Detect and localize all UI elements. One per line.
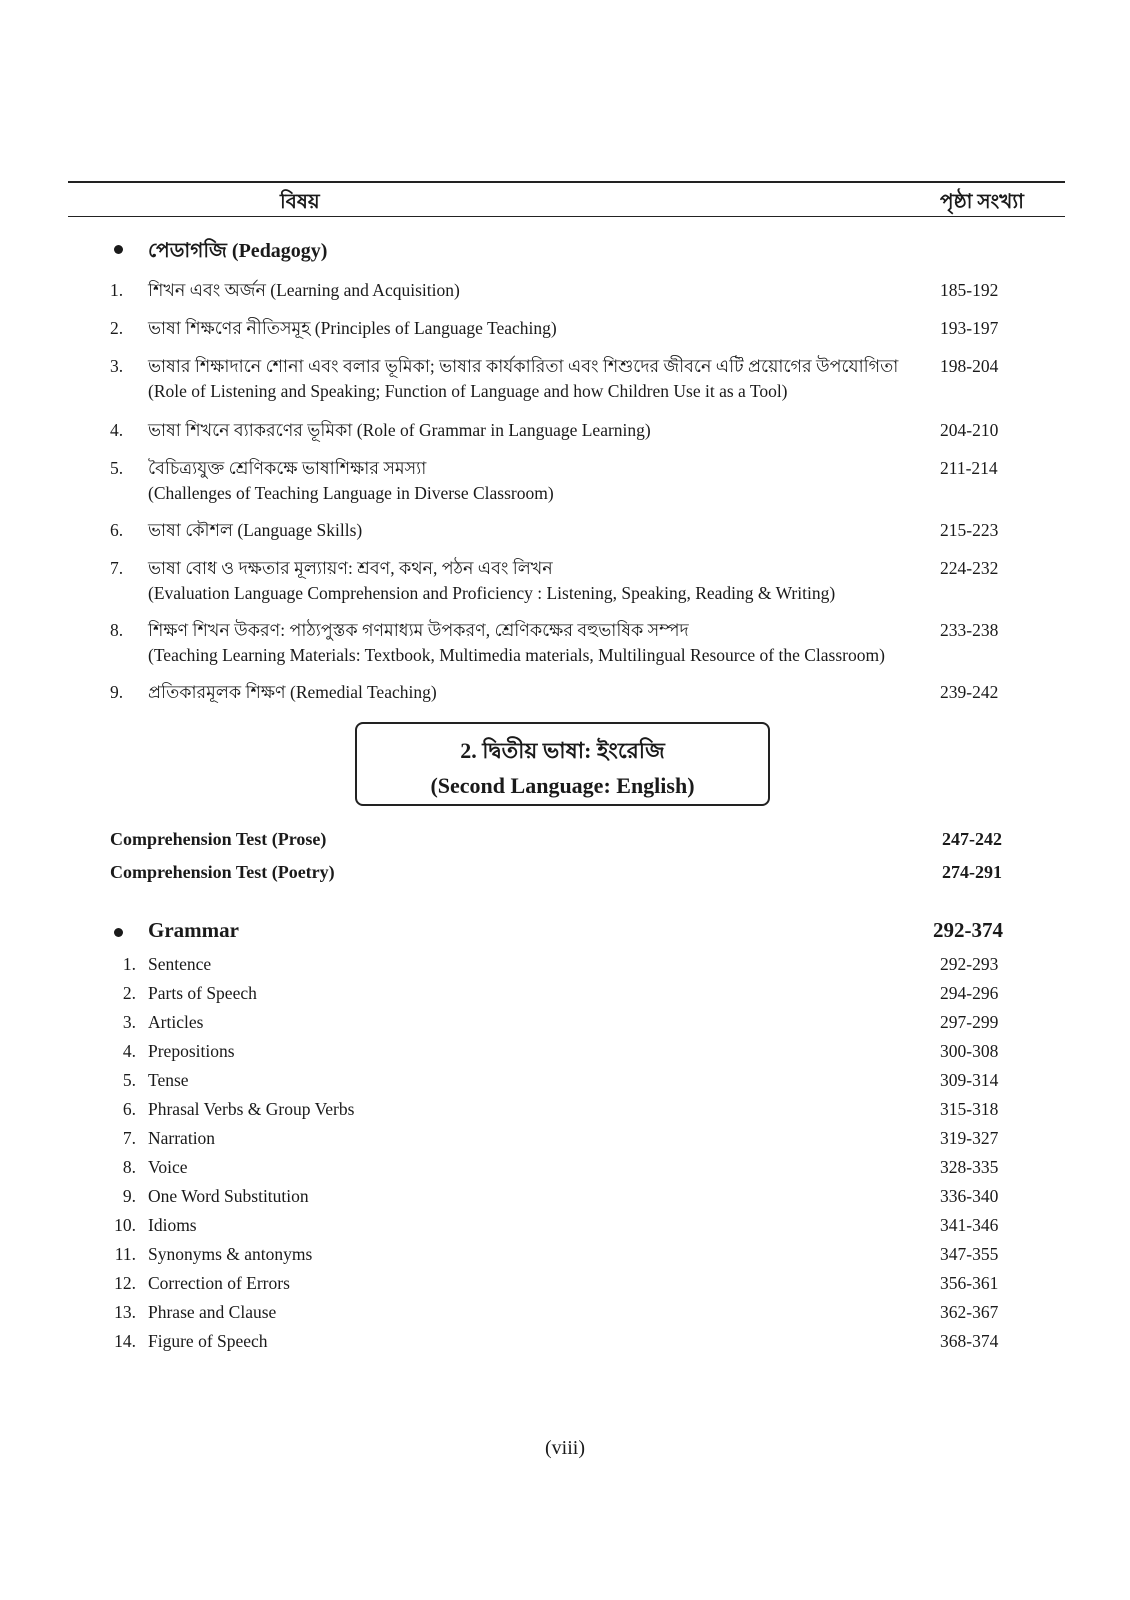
section-title-box bbox=[355, 722, 770, 806]
bullet-icon bbox=[114, 245, 123, 254]
toc-row-pages: 185-192 bbox=[940, 280, 999, 300]
grammar-row-pages: 309-314 bbox=[940, 1070, 999, 1090]
page-number: (viii) bbox=[545, 1437, 585, 1459]
grammar-heading: Grammar bbox=[148, 918, 239, 942]
grammar-row-pages: 297-299 bbox=[940, 1012, 999, 1032]
toc-row-title: প্রতিকারমূলক শিক্ষণ (Remedial Teaching) bbox=[148, 682, 437, 702]
grammar-row-title: Voice bbox=[148, 1157, 188, 1177]
grammar-row-title: Prepositions bbox=[148, 1041, 235, 1061]
toc-row-pages: 233-238 bbox=[940, 620, 999, 640]
grammar-row-number: 9. bbox=[122, 1186, 136, 1206]
toc-row-title-line2: (Evaluation Language Comprehension and Proficiency : Listening, Speaking, Reading & Writing) bbox=[148, 583, 836, 603]
toc-row-number: 9. bbox=[110, 682, 124, 702]
toc-row-title-line2: (Teaching Learning Materials: Textbook, Multimedia materials, Multilingual Resource of the Classroom) bbox=[148, 645, 885, 665]
grammar-page-range: 292-374 bbox=[933, 918, 1003, 942]
toc-row-pages: 211-214 bbox=[940, 458, 998, 478]
grammar-row-number: 14. bbox=[114, 1331, 136, 1351]
toc-row-title-line1: বৈচিত্র্যযুক্ত শ্রেণিকক্ষে ভাষাশিক্ষার সমস্যা bbox=[148, 458, 427, 478]
toc-row-pages: 215-223 bbox=[940, 520, 999, 540]
toc-row-number: 6. bbox=[110, 520, 124, 540]
grammar-row-pages: 356-361 bbox=[940, 1273, 999, 1293]
section-title-english: (Second Language: English) bbox=[430, 773, 695, 798]
toc-row-title bbox=[148, 556, 988, 606]
grammar-row-title: Narration bbox=[148, 1128, 216, 1148]
grammar-row-title: Sentence bbox=[148, 954, 212, 974]
grammar-row-number: 7. bbox=[122, 1128, 136, 1148]
toc-row-number: 8. bbox=[110, 620, 124, 640]
grammar-row-pages: 362-367 bbox=[940, 1302, 999, 1322]
toc-row-title-line2: (Challenges of Teaching Language in Diverse Classroom) bbox=[148, 483, 554, 503]
toc-row-title: ভাষা কৌশল (Language Skills) bbox=[148, 520, 363, 540]
grammar-row-title: Synonyms & antonyms bbox=[148, 1244, 313, 1264]
grammar-row-number: 6. bbox=[122, 1099, 136, 1119]
grammar-row-pages: 347-355 bbox=[940, 1244, 999, 1264]
toc-row-number: 7. bbox=[110, 558, 124, 578]
grammar-row-title: Parts of Speech bbox=[148, 983, 257, 1003]
grammar-row-pages: 315-318 bbox=[940, 1099, 999, 1119]
header-page-label: পৃষ্ঠা সংখ্যা bbox=[940, 191, 1024, 213]
toc-row-title-line1: শিক্ষণ শিখন উকরণ: পাঠ্যপুস্তক গণমাধ্যম উপকরণ, শ্রেণিকক্ষের বহুভাষিক সম্পদ bbox=[148, 620, 689, 640]
toc-row-number: 5. bbox=[110, 458, 124, 478]
toc-row-title: ভাষা শিক্ষণের নীতিসমূহ (Principles of Language Teaching) bbox=[148, 318, 557, 338]
toc-row-number: 1. bbox=[110, 280, 124, 300]
toc-row-title bbox=[148, 456, 988, 506]
grammar-row-number: 8. bbox=[122, 1157, 136, 1177]
toc-row-pages: 198-204 bbox=[940, 356, 999, 376]
grammar-row-title: Tense bbox=[148, 1070, 189, 1090]
grammar-row-title: Phrasal Verbs & Group Verbs bbox=[148, 1099, 355, 1119]
grammar-row-title: Idioms bbox=[148, 1215, 197, 1235]
grammar-row-pages: 328-335 bbox=[940, 1157, 999, 1177]
header-bottom-rule bbox=[68, 216, 1065, 217]
toc-row-pages: 224-232 bbox=[940, 558, 999, 578]
grammar-row-number: 3. bbox=[122, 1012, 136, 1032]
grammar-row-number: 13. bbox=[114, 1302, 136, 1322]
toc-row-title-line2: (Role of Listening and Speaking; Function of Language and how Children Use it as a Tool) bbox=[148, 381, 788, 401]
grammar-row-number: 1. bbox=[122, 954, 136, 974]
header-subject-label: বিষয় bbox=[280, 191, 320, 213]
toc-row-title: ভাষা শিখনে ব্যাকরণের ভূমিকা (Role of Grammar in Language Learning) bbox=[148, 420, 651, 440]
grammar-row-number: 11. bbox=[114, 1244, 136, 1264]
toc-row-pages: 204-210 bbox=[940, 420, 999, 440]
grammar-row-number: 2. bbox=[122, 983, 136, 1003]
grammar-row-title: One Word Substitution bbox=[148, 1186, 309, 1206]
grammar-row-pages: 294-296 bbox=[940, 983, 999, 1003]
bullet-icon bbox=[114, 928, 123, 937]
grammar-row-title: Correction of Errors bbox=[148, 1273, 290, 1293]
header-top-rule bbox=[68, 181, 1065, 183]
grammar-row-pages: 300-308 bbox=[940, 1041, 999, 1061]
grammar-row-title: Articles bbox=[148, 1012, 204, 1032]
toc-row-pages: 239-242 bbox=[940, 682, 999, 702]
grammar-row-number: 4. bbox=[122, 1041, 136, 1061]
comprehension-pages: 274-291 bbox=[942, 862, 1002, 882]
comprehension-title: Comprehension Test (Prose) bbox=[110, 829, 327, 849]
grammar-row-pages: 368-374 bbox=[940, 1331, 999, 1351]
toc-row-title-line1: ভাষার শিক্ষাদানে শোনা এবং বলার ভূমিকা; ভাষার কার্যকারিতা এবং শিশুদের জীবনে এটি প্রয়োগের উপযোগিতা bbox=[148, 356, 899, 376]
toc-row-pages: 193-197 bbox=[940, 318, 999, 338]
grammar-row-pages: 292-293 bbox=[940, 954, 999, 974]
grammar-row-pages: 336-340 bbox=[940, 1186, 999, 1206]
pedagogy-heading: পেডাগজি (Pedagogy) bbox=[148, 240, 328, 262]
toc-row-title-line1: ভাষা বোধ ও দক্ষতার মূল্যায়ণ: শ্রবণ, কথন, পঠন এবং লিখন bbox=[148, 558, 553, 578]
toc-row-number: 3. bbox=[110, 356, 124, 376]
toc-row-number: 2. bbox=[110, 318, 124, 338]
toc-row-number: 4. bbox=[110, 420, 124, 440]
comprehension-title: Comprehension Test (Poetry) bbox=[110, 862, 335, 882]
grammar-row-pages: 319-327 bbox=[940, 1128, 999, 1148]
toc-row-title: শিখন এবং অর্জন (Learning and Acquisition) bbox=[148, 280, 460, 300]
toc-row-title bbox=[148, 354, 988, 404]
grammar-row-title: Phrase and Clause bbox=[148, 1302, 277, 1322]
grammar-row-number: 10. bbox=[114, 1215, 136, 1235]
toc-row-title bbox=[148, 618, 998, 668]
comprehension-pages: 247-242 bbox=[942, 829, 1002, 849]
grammar-row-title: Figure of Speech bbox=[148, 1331, 268, 1351]
grammar-row-pages: 341-346 bbox=[940, 1215, 999, 1235]
section-title-bengali: 2. দ্বিতীয় ভাষা: ইংরেজি bbox=[460, 738, 665, 763]
grammar-row-number: 12. bbox=[114, 1273, 136, 1293]
grammar-row-number: 5. bbox=[122, 1070, 136, 1090]
